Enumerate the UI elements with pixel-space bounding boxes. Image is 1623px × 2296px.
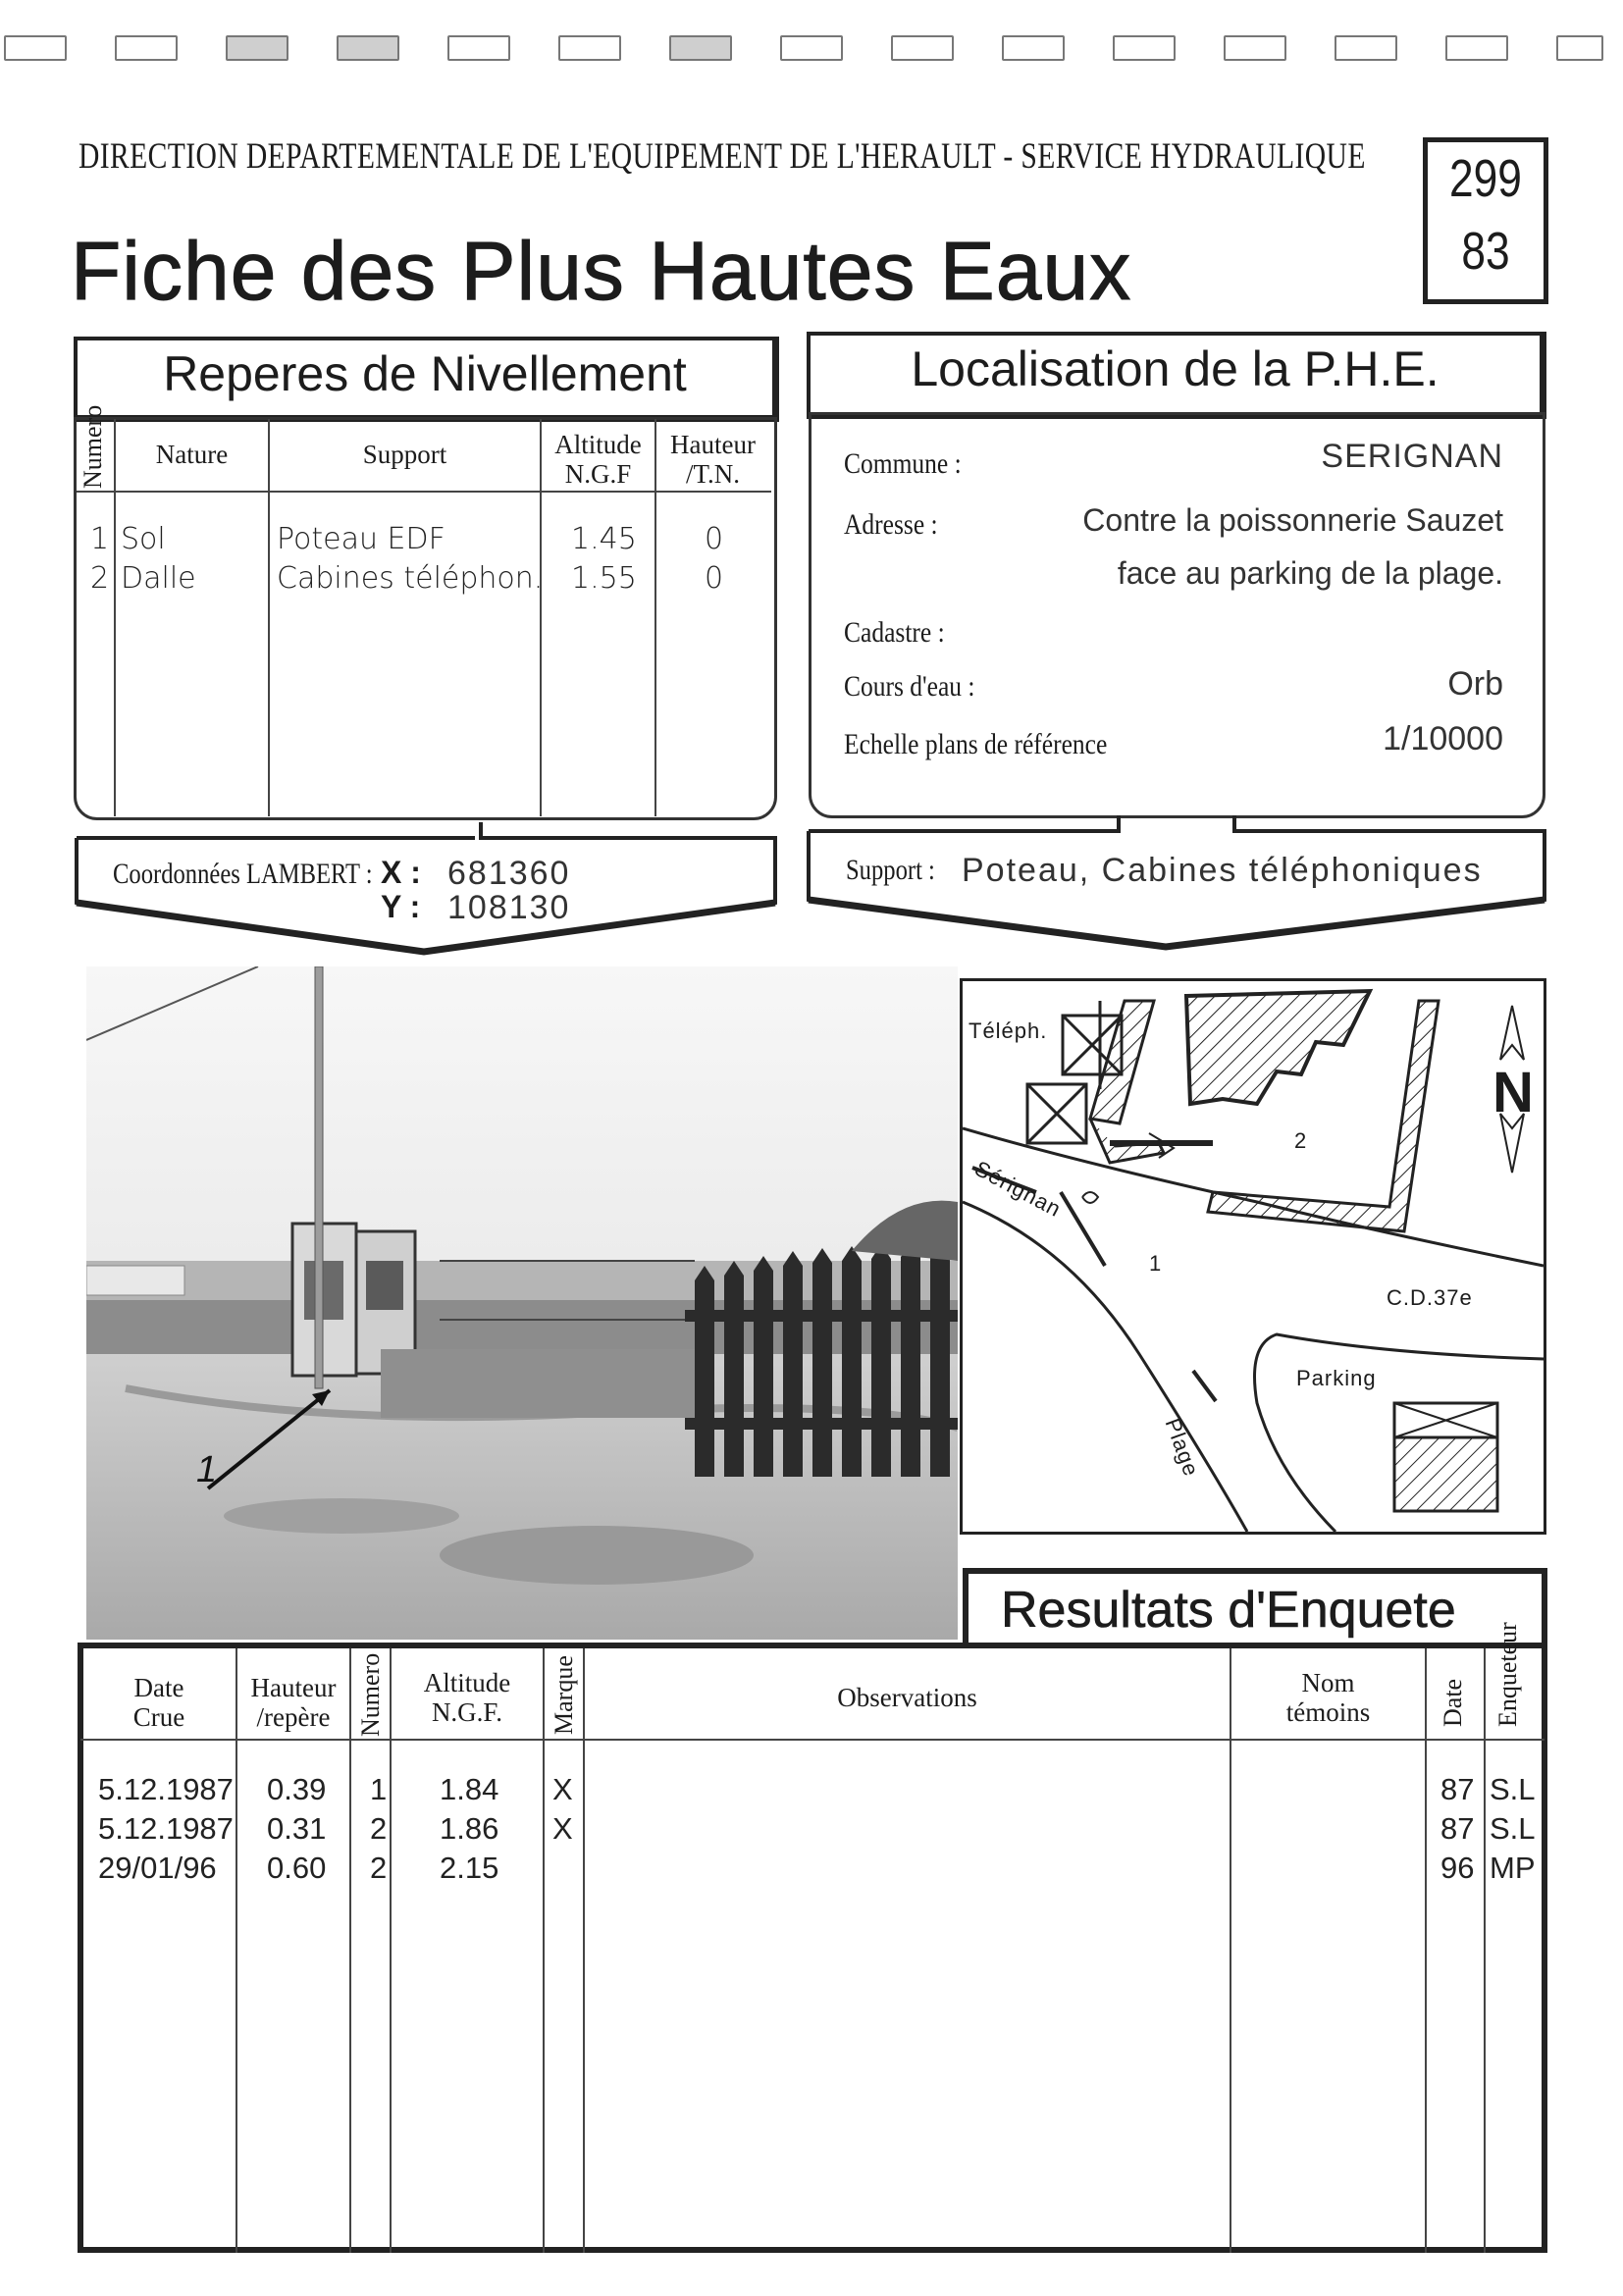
reference-number-top: 299 [1449,149,1522,208]
enquete-date: 87 [1440,1772,1475,1806]
col-header-altitude-line2: N.G.F [564,459,632,489]
repere-altitude: 1.55 [571,561,637,596]
cours-eau-label: Cours d'eau : [844,670,975,703]
enquete-hauteur: 0.31 [267,1811,327,1846]
punch-hole [1002,35,1065,61]
reference-number-bottom: 83 [1461,222,1510,281]
col-divider [1230,1648,1231,2253]
repere-altitude: 1.45 [571,522,637,556]
enquete-numero: 2 [370,1851,388,1885]
col-header-numero: Numero [356,1652,385,1737]
col-header-hauteur [656,430,769,489]
enquete-title: Resultats d'Enquete [1001,1582,1456,1639]
punch-hole [669,35,732,61]
lambert-x-label: X : [381,855,421,890]
col-divider [268,419,270,816]
location-map [960,978,1546,1535]
col-divider [1425,1648,1427,2253]
col-header-nom-line2: témoins [1285,1697,1371,1727]
enquete-altitude: 1.84 [440,1772,499,1806]
col-header-hauteur-repere-line1: Hauteur [250,1673,337,1702]
col-header-hauteur-repere-line2: /repère [256,1702,331,1732]
enquete-altitude: 1.86 [440,1811,499,1846]
col-header-altitude-line1: Altitude [423,1668,511,1697]
col-divider [390,1648,392,2253]
adresse-line1: Contre la poissonnerie Sauzet [1082,502,1503,538]
map-label-serignan: Sérignan [970,1156,1066,1223]
enquete-date: 96 [1440,1851,1475,1885]
col-header-nom-line1: Nom [1301,1668,1355,1697]
enquete-numero: 2 [370,1811,388,1846]
enquete-hauteur: 0.39 [267,1772,327,1806]
adresse-label: Adresse : [844,508,938,541]
col-header-numero: Numero [79,404,107,489]
map-label-teleph: Téléph. [969,1018,1048,1043]
echelle-label: Echelle plans de référence [844,728,1108,760]
punch-hole [447,35,510,61]
enquete-enqueteur: MP [1490,1851,1536,1885]
punch-hole [1113,35,1176,61]
adresse-line2: face au parking de la plage. [1117,555,1503,591]
punch-hole [1556,35,1603,61]
repere-nature: Dalle [121,561,196,596]
col-header-marque: Marque [550,1655,578,1735]
enquete-altitude: 2.15 [440,1851,499,1885]
cadastre-label: Cadastre : [844,616,945,649]
col-divider [236,1648,237,2253]
enquete-date-crue: 5.12.1987 [98,1772,234,1806]
repere-numero: 2 [90,561,110,596]
commune-value: SERIGNAN [1321,438,1503,475]
col-header-altitude-line1: Altitude [554,430,642,459]
enquete-date-crue: 29/01/96 [98,1851,217,1885]
repere-numero: 1 [90,522,110,556]
map-label-parking: Parking [1296,1366,1377,1390]
direction-header: DIRECTION DEPARTEMENTALE DE L'EQUIPEMENT DE L'HERAULT - SERVICE HYDRAULIQUE [79,136,1366,177]
enquete-numero: 1 [370,1772,388,1806]
reperes-header-divider [77,491,771,493]
commune-label: Commune : [844,447,962,480]
photo-marker-1: 1 [196,1449,218,1490]
localisation-heading [807,332,1546,419]
lambert-x-value: 681360 [447,855,571,892]
map-marker-1: 1 [1149,1251,1162,1276]
col-divider [114,419,116,816]
repere-support: Cabines téléphon. [277,561,544,596]
echelle-value: 1/10000 [1383,720,1503,757]
punch-hole [1224,35,1286,61]
col-header-altitude-line2: N.G.F. [431,1697,503,1727]
enquete-enqueteur: S.L [1490,1772,1536,1806]
punch-hole [226,35,288,61]
enquete-hauteur: 0.60 [267,1851,327,1885]
enquete-date-crue: 5.12.1987 [98,1811,234,1846]
support-value: Poteau, Cabines téléphoniques [962,852,1483,889]
col-header-hauteur-line1: Hauteur [670,430,756,459]
enquete-date: 87 [1440,1811,1475,1846]
col-header-nature: Nature [155,440,229,469]
page-title: Fiche des Plus Hautes Eaux [71,225,1132,317]
col-header-date-crue [82,1673,236,1732]
punch-hole [4,35,67,61]
col-header-date-crue-line1: Date [133,1673,184,1702]
col-divider [543,1648,545,2253]
map-label-road: C.D.37e [1387,1285,1473,1310]
col-divider [349,1648,351,2253]
repere-support: Poteau EDF [277,522,445,556]
col-header-hauteur-repere [237,1673,349,1732]
enquete-marque: X [552,1811,573,1846]
punch-hole [780,35,843,61]
punch-hole [337,35,399,61]
reperes-heading [74,337,779,422]
lambert-label: Coordonnées LAMBERT : [113,858,373,890]
col-header-hauteur-line2: /T.N. [686,459,740,489]
map-marker-2: 2 [1294,1128,1307,1153]
col-header-date: Date [1439,1678,1467,1727]
map-label-plage: Plage [1160,1415,1204,1481]
punch-hole [1335,35,1397,61]
support-label: Support : [846,854,935,886]
repere-nature: Sol [121,522,166,556]
col-header-support: Support [362,440,447,469]
enquete-marque: X [552,1772,573,1806]
col-header-altitude [542,430,654,489]
cours-eau-value: Orb [1447,665,1503,703]
col-header-observations: Observations [837,1683,977,1712]
col-divider [583,1648,585,2253]
punch-hole [115,35,178,61]
col-header-date-crue-line2: Crue [132,1702,185,1732]
reperes-title: Reperes de Nivellement [163,346,687,401]
col-header-altitude [392,1668,543,1727]
reference-box [1423,137,1548,304]
enquete-enqueteur: S.L [1490,1811,1536,1846]
lambert-y-label: Y : [381,889,421,924]
col-divider [1484,1648,1486,2253]
lambert-y-value: 108130 [447,889,571,926]
site-photo [86,966,958,1640]
punch-hole [891,35,954,61]
location-map-drawing [963,981,1544,1532]
site-photo-image [86,966,958,1640]
repere-hauteur: 0 [705,522,724,556]
north-icon: N [1492,1061,1534,1124]
localisation-title: Localisation de la P.H.E. [911,341,1440,396]
punch-hole [1445,35,1508,61]
punch-hole [558,35,621,61]
col-header-enqueteur: Enqueteur [1493,1622,1522,1727]
repere-hauteur: 0 [705,561,724,596]
col-header-nom-temoins [1231,1668,1425,1727]
